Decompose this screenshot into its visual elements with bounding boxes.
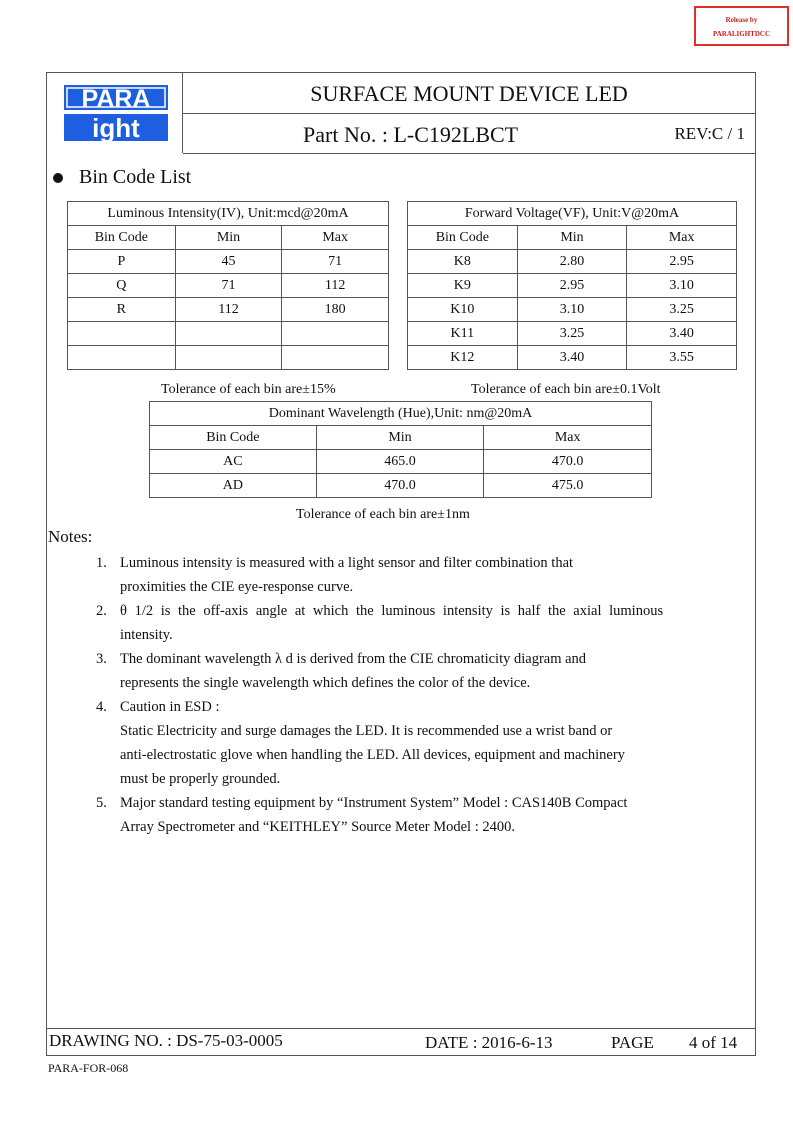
table-row [150,474,652,498]
table-cell: 180 [282,298,389,322]
wd-bin-table [149,401,652,498]
wd-header-cell: Min [316,426,484,450]
vf-header-cell: Min [517,226,627,250]
paralight-logo [64,83,168,141]
table-cell: P [68,250,176,274]
list-item: 2. θ 1/2 is the off-axis angle at which the luminous intensity is half the axial luminous intensity. [96,603,664,643]
table-row [408,274,737,298]
table-cell: 3.40 [517,346,627,370]
list-item: 3. The dominant wavelength λ d is derived from the CIE chromaticity diagram and represents the single wavelength which defines the color of the device. [96,651,587,691]
table-row [408,250,737,274]
wd-caption: Dominant Wavelength (Hue),Unit: nm@20mA [150,402,652,426]
table-cell [282,346,389,370]
table-cell [175,346,282,370]
table-cell: 470.0 [484,450,652,474]
table-row [68,250,389,274]
table-cell: Q [68,274,176,298]
release-stamp [694,6,789,46]
logo-bottom-text: ight [92,113,140,141]
iv-header-cell: Min [175,226,282,250]
table-row [68,274,389,298]
iv-bin-table [67,201,389,370]
page-label: PAGE [611,1033,654,1052]
part-number: Part No. : L-C192LBCT [303,122,519,147]
table-cell: 3.25 [627,298,737,322]
table-row [408,346,737,370]
table-cell: 470.0 [316,474,484,498]
document-title: SURFACE MOUNT DEVICE LED [310,81,628,106]
table-cell: K8 [408,250,518,274]
vf-caption: Forward Voltage(VF), Unit:V@20mA [408,202,737,226]
table-cell: 465.0 [316,450,484,474]
table-cell: AD [150,474,317,498]
table-row [408,322,737,346]
section-heading [53,166,191,189]
table-cell: 2.95 [517,274,627,298]
table-cell: R [68,298,176,322]
table-row [68,322,389,346]
document-date: DATE : 2016-6-13 [425,1033,553,1052]
table-cell: K11 [408,322,518,346]
vf-bin-table [407,201,737,370]
list-item: 4. Caution in ESD : Static Electricity and surge damages the LED. It is recommended use a wrist band or anti-electrostatic glove when handling the LED. All devices, equipment and machinery must be properly grounded. [96,699,625,787]
table-cell [68,346,176,370]
vf-header-cell: Bin Code [408,226,518,250]
table-cell: 3.40 [627,322,737,346]
table-cell [68,322,176,346]
wd-header-cell: Bin Code [150,426,317,450]
table-cell: AC [150,450,317,474]
table-cell: 3.10 [517,298,627,322]
logo-cell [47,73,183,153]
table-cell: 45 [175,250,282,274]
table-row [68,298,389,322]
table-cell: 112 [282,274,389,298]
table-row [150,450,652,474]
revision: REV:C / 1 [674,124,745,143]
drawing-number: DRAWING NO. : DS-75-03-0005 [49,1031,283,1050]
table-cell: 3.55 [627,346,737,370]
page-number: 4 of 14 [689,1033,738,1052]
bullet-icon [53,173,63,183]
wd-tolerance: Tolerance of each bin are±1nm [296,507,470,522]
table-cell: K10 [408,298,518,322]
list-item: 1. Luminous intensity is measured with a light sensor and filter combination that proximities the CIE eye-response curve. [96,555,574,595]
table-cell: 3.25 [517,322,627,346]
form-code: PARA-FOR-068 [48,1061,129,1075]
iv-header-cell: Max [282,226,389,250]
table-cell: K9 [408,274,518,298]
table-cell: 2.80 [517,250,627,274]
table-cell: K12 [408,346,518,370]
iv-caption: Luminous Intensity(IV), Unit:mcd@20mA [68,202,389,226]
table-cell: 71 [175,274,282,298]
list-item: 5. Major standard testing equipment by “Instrument System” Model : CAS140B Compact Array Spectrometer and “KEITHLEY” Source Meter Model : 2400. [96,795,628,835]
iv-tolerance: Tolerance of each bin are±15% [161,382,336,397]
header-title-row [183,73,755,114]
stamp-line1: Release by [725,16,758,24]
table-cell: 112 [175,298,282,322]
table-cell: 475.0 [484,474,652,498]
notes-list [96,551,696,839]
table-cell: 2.95 [627,250,737,274]
notes-title: Notes: [48,527,93,546]
vf-tolerance: Tolerance of each bin are±0.1Volt [471,382,661,397]
table-cell: 3.10 [627,274,737,298]
table-cell [175,322,282,346]
wd-header-cell: Max [484,426,652,450]
vf-header-cell: Max [627,226,737,250]
section-title: Bin Code List [79,166,192,188]
iv-header-cell: Bin Code [68,226,176,250]
table-row [68,346,389,370]
table-cell: 71 [282,250,389,274]
logo-top-text: PARA [81,85,151,113]
header-part-row [183,113,755,154]
stamp-line2: PARALIGHTDCC [712,30,771,38]
table-cell [282,322,389,346]
footer-bar [47,1028,755,1055]
table-row [408,298,737,322]
